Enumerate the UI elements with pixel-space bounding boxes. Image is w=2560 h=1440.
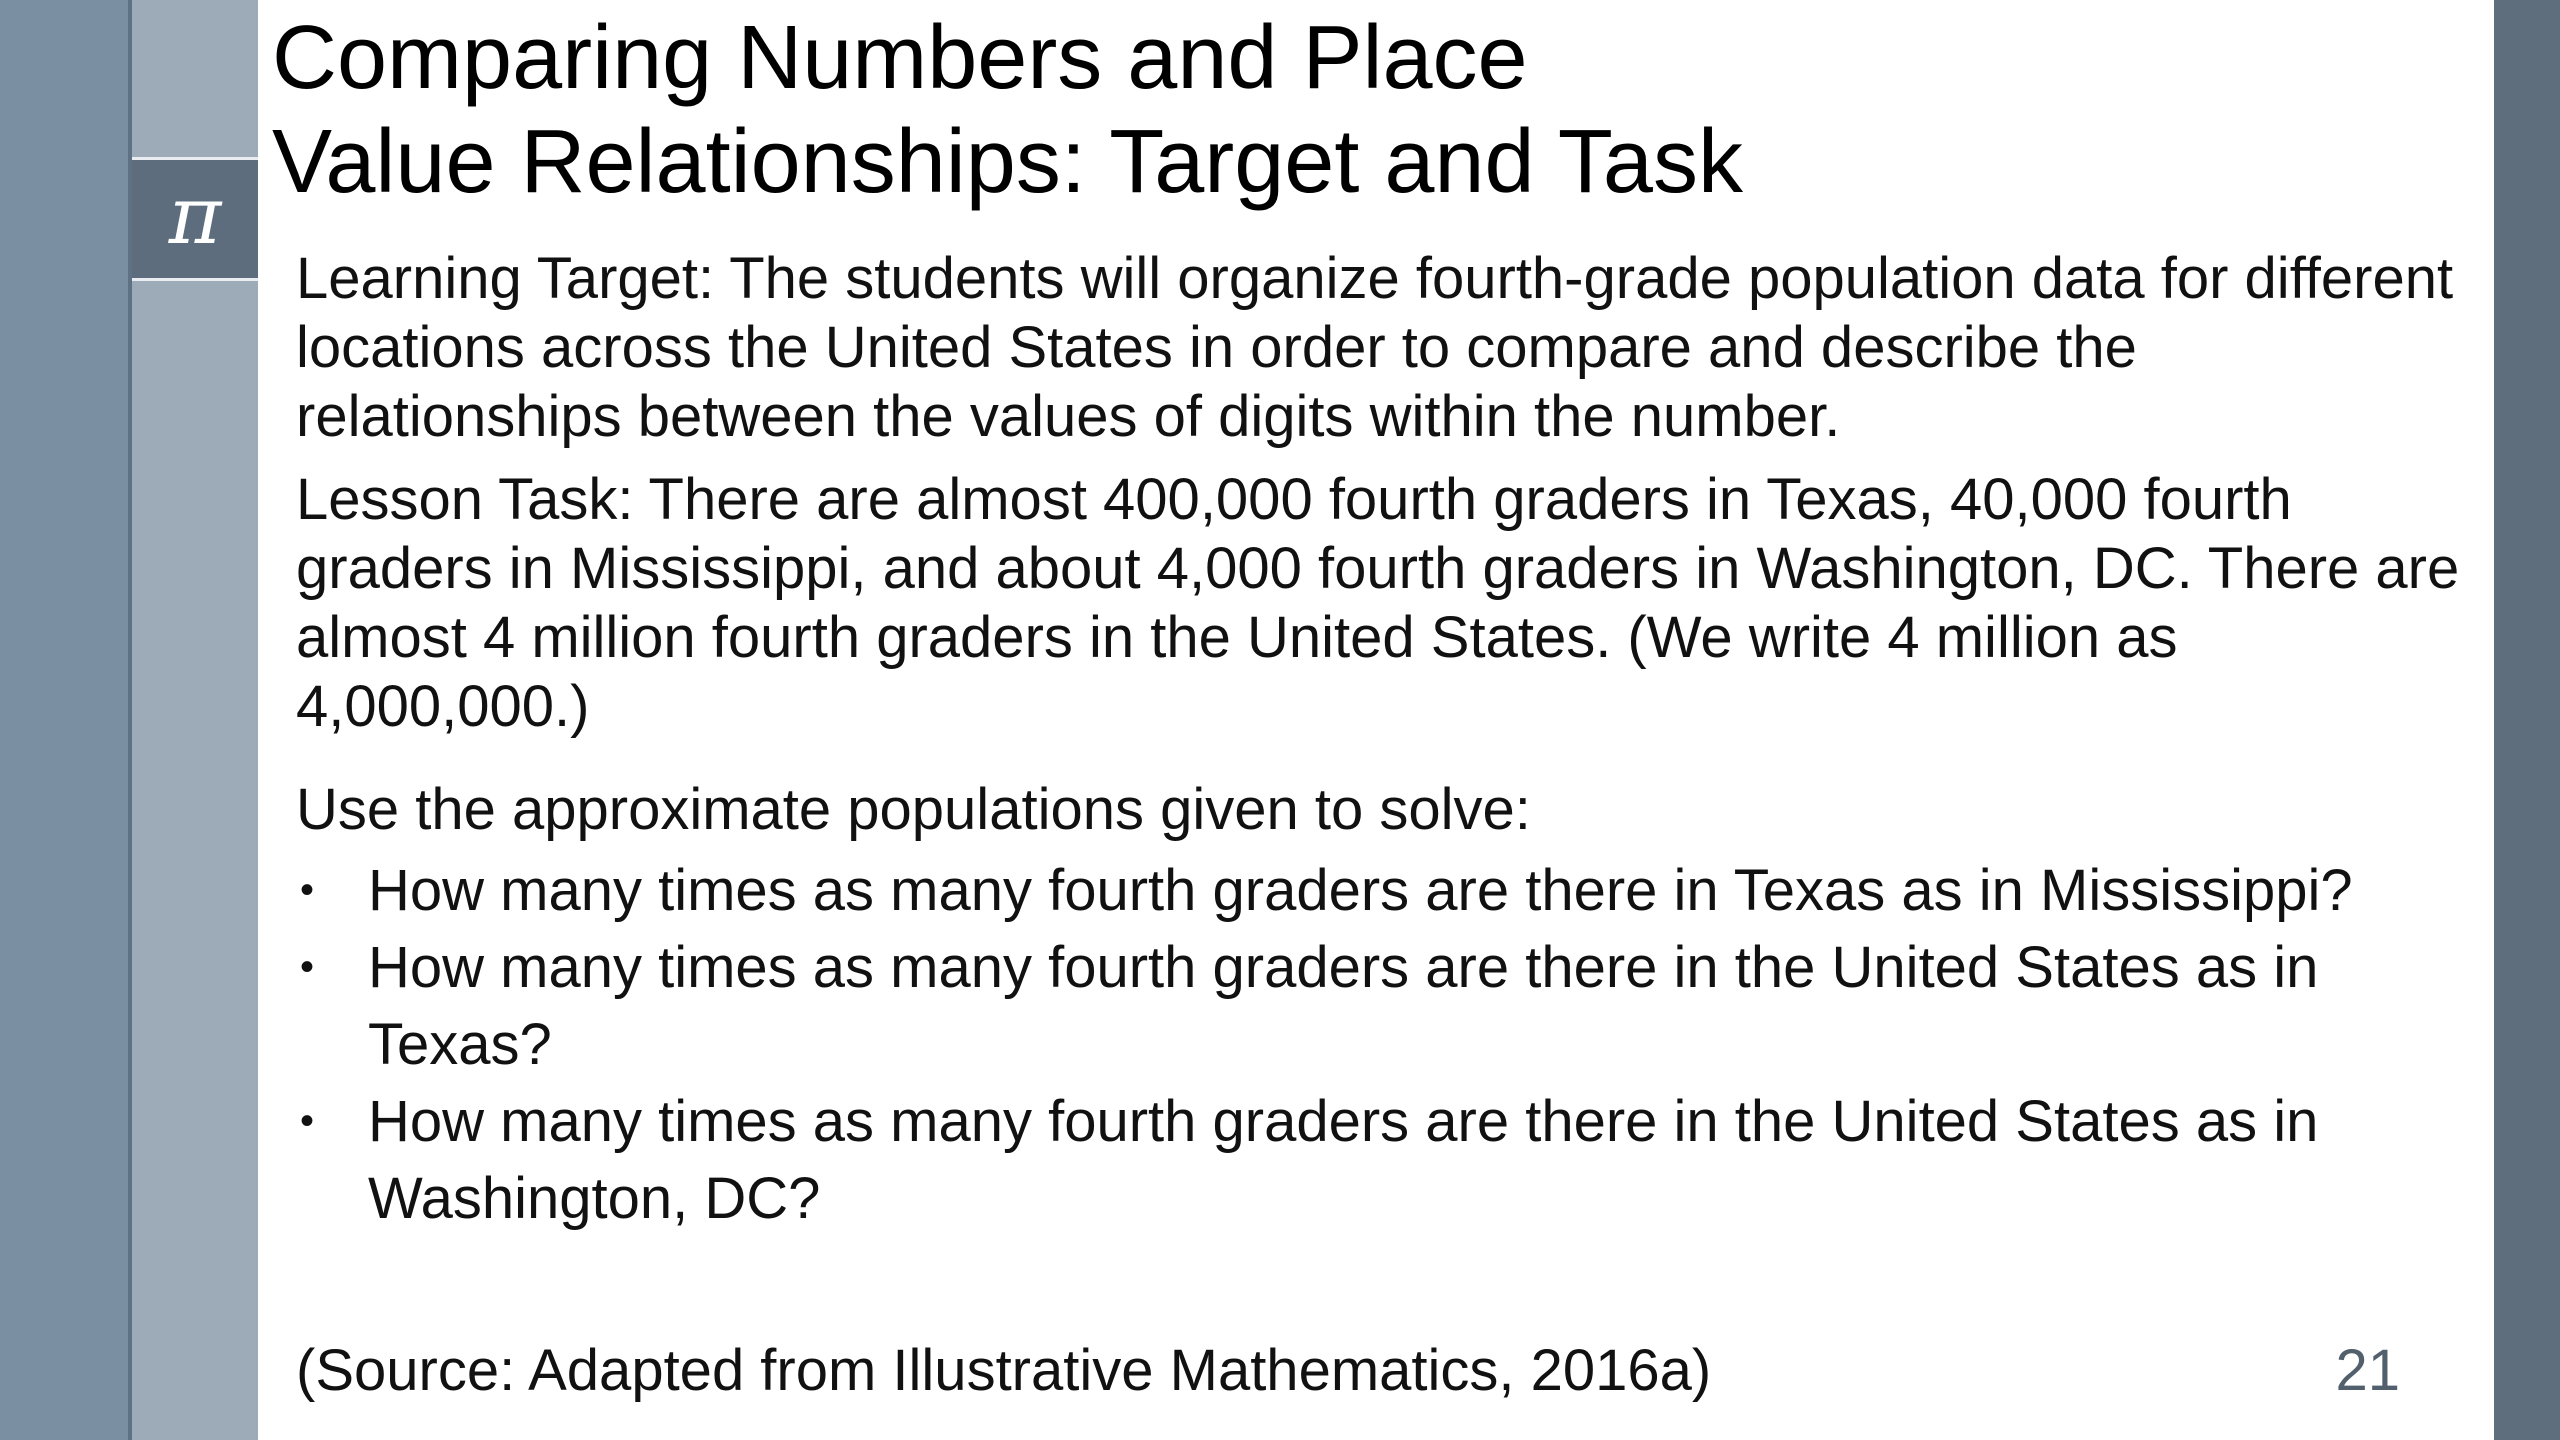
- bullet-icon: •: [300, 945, 315, 989]
- learning-target: Learning Target: The students will organize fourth-grade population data for different locations across the United States in order to compare and describe the relationships between the values of digits within the number.: [296, 246, 2454, 449]
- slide-body: [296, 244, 2476, 1237]
- bullet-icon: •: [300, 868, 315, 912]
- page-number: 21: [2335, 1338, 2400, 1403]
- question-item: [296, 929, 2476, 1083]
- left-decorative-band: [0, 0, 128, 1440]
- lesson-task: Lesson Task: There are almost 400,000 fourth graders in Texas, 40,000 fourth graders in Mississippi, and about 4,000 fourth graders in Washington, DC. There are almost 4 million fourth graders in the United States. (We write 4 million as 4,000,000.): [296, 467, 2460, 739]
- pi-logo: [132, 157, 258, 281]
- bullet-icon: •: [300, 1099, 315, 1143]
- question-text: How many times as many fourth graders are there in the United States as in Washington, DC?: [368, 1089, 2319, 1231]
- question-text: How many times as many fourth graders are there in the United States as in Texas?: [368, 935, 2319, 1077]
- question-list: [296, 852, 2476, 1237]
- instruction-text: Use the approximate populations given to solve:: [296, 777, 1531, 842]
- slide-title-line-1: Comparing Numbers and Place: [272, 8, 1528, 108]
- slide-title: [272, 6, 2172, 214]
- source-citation: (Source: Adapted from Illustrative Mathematics, 2016a): [296, 1338, 1712, 1403]
- question-text: How many times as many fourth graders are there in Texas as in Mississippi?: [368, 858, 2353, 923]
- question-item: [296, 1083, 2476, 1237]
- right-decorative-band: [2494, 0, 2560, 1440]
- pi-icon: π: [168, 169, 222, 262]
- slide-title-line-2: Value Relationships: Target and Task: [272, 112, 1743, 212]
- question-item: [296, 852, 2476, 929]
